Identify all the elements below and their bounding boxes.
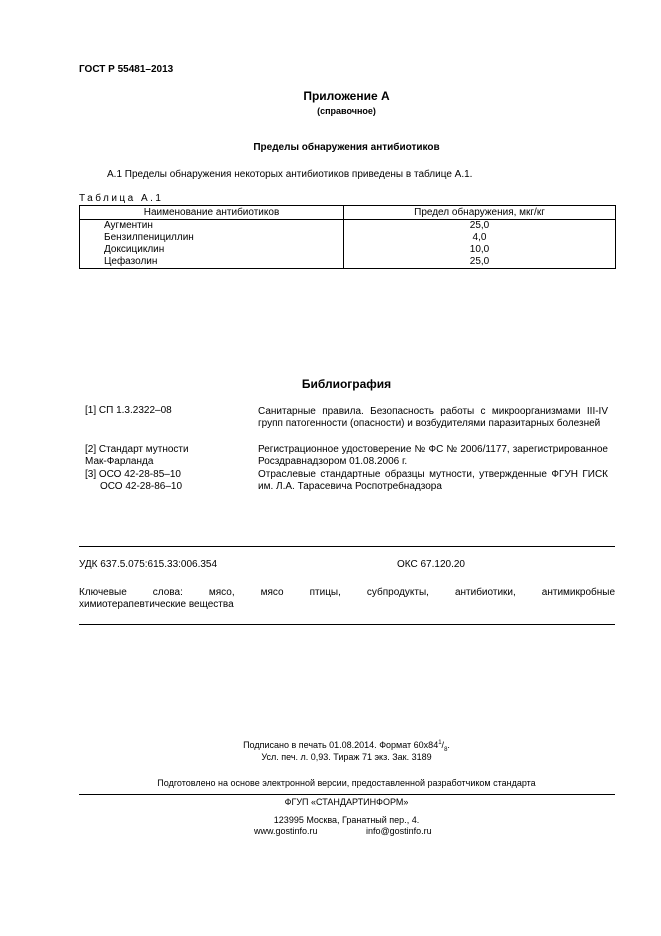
bibliography-ref: [2] Стандарт мутности	[85, 444, 189, 455]
publisher-website: www.gostinfo.ru	[254, 826, 318, 836]
publisher-email: info@gostinfo.ru	[366, 826, 432, 836]
signed-date: Подписано в печать 01.08.2014.	[243, 740, 377, 750]
column-header-name: Наименование антибиотиков	[80, 206, 344, 220]
bibliography-title: Библиография	[301, 377, 392, 391]
paper-format: Формат $60х84^1/_8$.	[379, 740, 450, 753]
signed-info	[0, 740, 661, 753]
antibiotic-name: Доксициклин	[80, 244, 344, 256]
divider	[79, 624, 615, 625]
detection-limit: 25,0	[344, 256, 616, 269]
udk-code: УДК 637.5.075:615.33:006.354	[79, 559, 218, 570]
bibliography-ref: [1] СП 1.3.2322–08	[85, 405, 172, 416]
bibliography-description: Регистрационное удостоверение № ФС № 2006/1177, зарегистрированное Росздравнадзором 01.08.2006 г.	[258, 444, 608, 467]
oks-code: ОКС 67.120.20	[397, 559, 465, 570]
table-row	[80, 256, 616, 269]
keywords-line: химиотерапевтические вещества	[79, 599, 234, 610]
bibliography-ref-cont: Мак-Фарланда	[85, 456, 154, 467]
section-intro: А.1 Пределы обнаружения некоторых антибиотиков приведены в таблице А.1.	[107, 169, 473, 180]
bibliography-description: Отраслевые стандартные образцы мутности, утвержденные ФГУН ГИСК им. Л.А. Тарасевича Роспотребнадзора	[258, 469, 608, 492]
publisher-address: 123995 Москва, Гранатный пер., 4.	[273, 815, 420, 825]
bibliography-description: Санитарные правила. Безопасность работы с микроорганизмами III-IV групп патогенности (опасности) и возбудителями паразитарных болезней	[258, 406, 608, 429]
antibiotic-name: Аугментин	[80, 220, 344, 233]
antibiotics-table	[79, 205, 616, 269]
section-title: Пределы обнаружения антибиотиков	[253, 142, 440, 153]
antibiotic-name: Цефазолин	[80, 256, 344, 269]
table-row	[80, 244, 616, 256]
appendix-title: Приложение А	[303, 89, 390, 103]
bibliography-ref-cont: ОСО 42-28-86–10	[100, 481, 183, 492]
bibliography-ref: [3] ОСО 42-28-85–10	[85, 469, 181, 480]
divider	[79, 546, 615, 547]
document-code: ГОСТ Р 55481–2013	[79, 64, 174, 75]
table-row	[80, 220, 616, 233]
keywords	[79, 587, 615, 611]
publisher-name: ФГУП «СТАНДАРТИНФОРМ»	[284, 797, 409, 807]
print-info: Усл. печ. л. 0,93. Тираж 71 экз. Зак. 3189	[261, 752, 432, 762]
table-caption: Таблица А.1	[79, 193, 164, 204]
antibiotic-name: Бензилпенициллин	[80, 232, 344, 244]
detection-limit: 25,0	[344, 220, 616, 233]
keywords-line: Ключевые слова: мясо, мясо птицы, субпродукты, антибиотики, антимикробные	[79, 587, 615, 598]
table-row	[80, 232, 616, 244]
detection-limit: 4,0	[344, 232, 616, 244]
appendix-subtitle: (справочное)	[317, 106, 376, 116]
column-header-limit: Предел обнаружения, мкг/кг	[344, 206, 616, 220]
table-header-row	[80, 206, 616, 220]
footer-divider	[79, 794, 615, 795]
detection-limit: 10,0	[344, 244, 616, 256]
prepared-note: Подготовлено на основе электронной версии, предоставленной разработчиком стандарта	[157, 778, 536, 788]
